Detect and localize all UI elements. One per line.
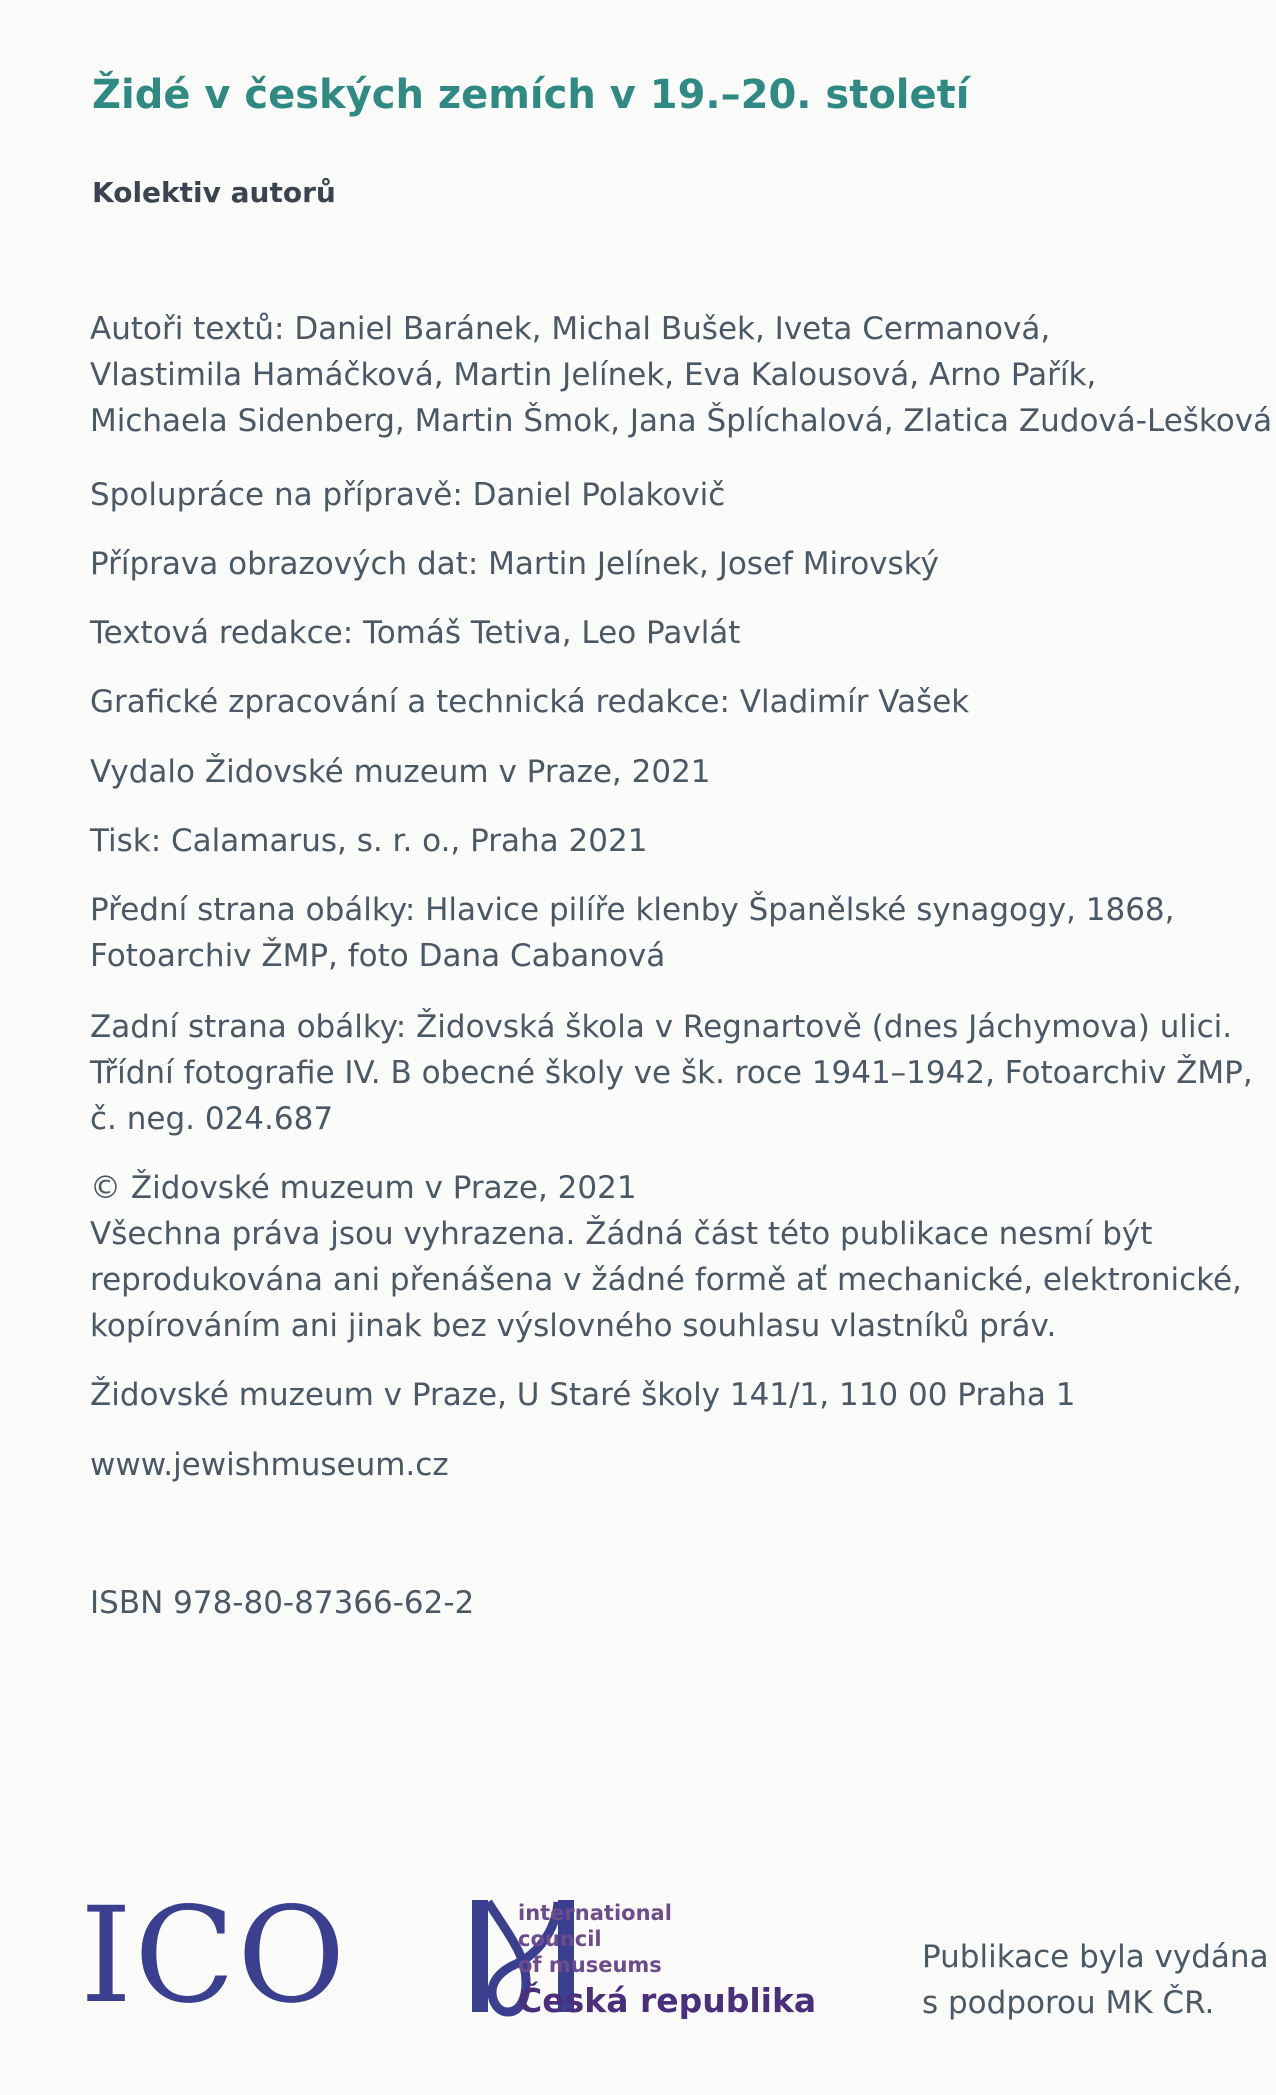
authors-block bbox=[90, 306, 1272, 444]
website-link[interactable]: www.jewishmuseum.cz bbox=[90, 1447, 449, 1483]
back-cover-line: Zadní strana obálky: Židovská škola v Regnartově (dnes Jáchymova) ulici. bbox=[90, 1009, 1233, 1045]
address-line: Židovské muzeum v Praze, U Staré školy 141/1, 110 00 Praha 1 bbox=[90, 1377, 1076, 1413]
front-cover-block bbox=[90, 887, 1175, 979]
icom-logo-letters: ICO bbox=[80, 1879, 348, 2033]
icom-line: council bbox=[518, 1927, 602, 1951]
image-prep-line: Příprava obrazových dat: Martin Jelínek, Josef Mirovský bbox=[90, 546, 939, 582]
isbn-line: ISBN 978-80-87366-62-2 bbox=[90, 1585, 475, 1621]
copyright-line: Všechna práva jsou vyhrazena. Žádná část této publikace nesmí být bbox=[90, 1216, 1153, 1252]
publisher-line: Vydalo Židovské muzeum v Praze, 2021 bbox=[90, 754, 711, 790]
authors-line: Vlastimila Hamáčková, Martin Jelínek, Eva Kalousová, Arno Pařík, bbox=[90, 357, 1097, 393]
text-editing-line: Textová redakce: Tomáš Tetiva, Leo Pavlát bbox=[90, 615, 741, 651]
support-note bbox=[922, 1934, 1269, 2026]
print-line: Tisk: Calamarus, s. r. o., Praha 2021 bbox=[90, 823, 648, 859]
back-cover-line: Třídní fotografie IV. B obecné školy ve šk. roce 1941–1942, Fotoarchiv ŽMP, bbox=[90, 1055, 1253, 1091]
copyright-line: © Židovské muzeum v Praze, 2021 bbox=[90, 1170, 637, 1206]
icom-line: of museums bbox=[518, 1953, 662, 1977]
copyright-block bbox=[90, 1165, 1242, 1349]
authors-line: Autoři textů: Daniel Baránek, Michal Bušek, Iveta Cermanová, bbox=[90, 311, 1051, 347]
front-cover-line: Přední strana obálky: Hlavice pilíře klenby Španělské synagogy, 1868, bbox=[90, 892, 1175, 928]
authors-line: Michaela Sidenberg, Martin Šmok, Jana Šplíchalová, Zlatica Zudová-Lešková bbox=[90, 403, 1273, 439]
back-cover-line: č. neg. 024.687 bbox=[90, 1101, 334, 1137]
book-title: Židé v českých zemích v 19.–20. století bbox=[92, 72, 970, 118]
icom-text bbox=[518, 1900, 816, 2022]
icom-line: international bbox=[518, 1901, 672, 1925]
back-cover-block bbox=[90, 1004, 1253, 1142]
copyright-line: reprodukována ani přenášena v žádné formě ať mechanické, elektronické, bbox=[90, 1262, 1242, 1298]
support-line: Publikace byla vydána bbox=[922, 1939, 1269, 1975]
graphics-line: Grafické zpracování a technická redakce: Vladimír Vašek bbox=[90, 684, 970, 720]
support-line: s podporou MK ČR. bbox=[922, 1985, 1215, 2021]
front-cover-line: Fotoarchiv ŽMP, foto Dana Cabanová bbox=[90, 938, 666, 974]
book-subtitle: Kolektiv autorů bbox=[92, 176, 336, 209]
cooperation-line: Spolupráce na přípravě: Daniel Polakovič bbox=[90, 477, 726, 513]
icom-country: Česká republika bbox=[518, 1981, 817, 2020]
copyright-line: kopírováním ani jinak bez výslovného souhlasu vlastníků práv. bbox=[90, 1308, 1057, 1344]
